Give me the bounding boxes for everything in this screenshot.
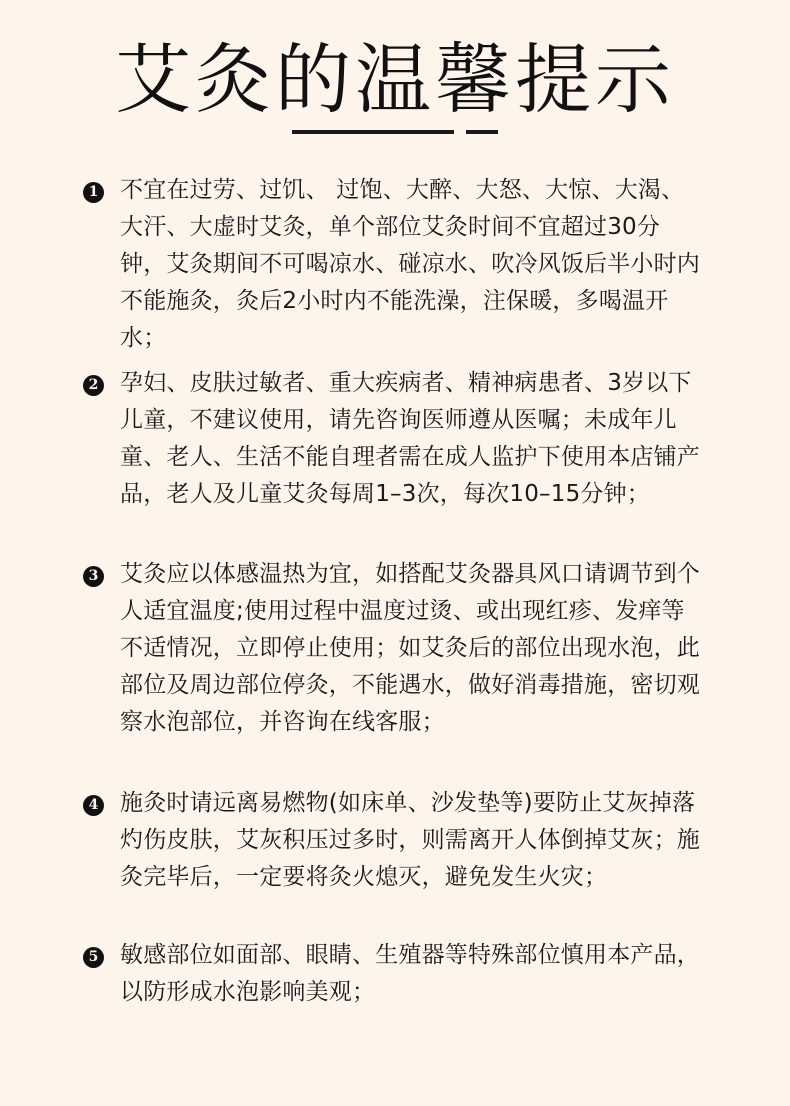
tip-text-3: 艾灸应以体感温热为宜，如搭配艾灸器具风口请调节到个人适宜温度;使用过程中温度过烫、或出现红疹、发痒等不适情况，立即停止使用；如艾灸后的部位出现水泡，此部位及周边部位停灸，不能遇水，做好消毒措施，密切观察水泡部位，并咨询在线客服； bbox=[120, 561, 700, 735]
number-badge-2-icon: 2 bbox=[83, 375, 104, 396]
title-divider-short bbox=[466, 130, 498, 134]
tip-item-5 bbox=[83, 937, 713, 1011]
tip-item-4 bbox=[83, 785, 713, 896]
tip-item-2 bbox=[83, 365, 713, 513]
number-badge-1-icon: 1 bbox=[83, 182, 104, 203]
page-title: 艾灸的温馨提示 bbox=[115, 35, 675, 124]
tip-item-1 bbox=[83, 172, 713, 357]
tip-text-4: 施灸时请远离易燃物(如床单、沙发垫等)要防止艾灰掉落灼伤皮肤，艾灰积压过多时，则需离开人体倒掉艾灰；施灸完毕后，一定要将灸火熄灭，避免发生火灾； bbox=[120, 790, 700, 890]
number-badge-5-icon: 5 bbox=[83, 947, 104, 968]
tip-text-5: 敏感部位如面部、眼睛、生殖器等特殊部位慎用本产品，以防形成水泡影响美观； bbox=[120, 942, 700, 1005]
tip-text-1: 不宜在过劳、过饥、 过饱、大醉、大怒、大惊、大渴、大汗、大虚时艾灸，单个部位艾灸时间不宜超过30分钟，艾灸期间不可喝凉水、碰凉水、吹冷风饭后半小时内不能施灸，灸后2小时内不能洗澡，注保暖，多喝温开水； bbox=[120, 177, 700, 351]
number-badge-3-icon: 3 bbox=[83, 566, 104, 587]
tip-text-2: 孕妇、皮肤过敏者、重大疾病者、精神病患者、3岁以下儿童，不建议使用，请先咨询医师遵从医嘱；未成年儿童、老人、生活不能自理者需在成人监护下使用本店铺产品，老人及儿童艾灸每周1–3次，每次10–15分钟； bbox=[120, 370, 700, 507]
tip-item-3 bbox=[83, 556, 713, 741]
number-badge-4-icon: 4 bbox=[83, 795, 104, 816]
title-divider-long bbox=[292, 130, 454, 134]
